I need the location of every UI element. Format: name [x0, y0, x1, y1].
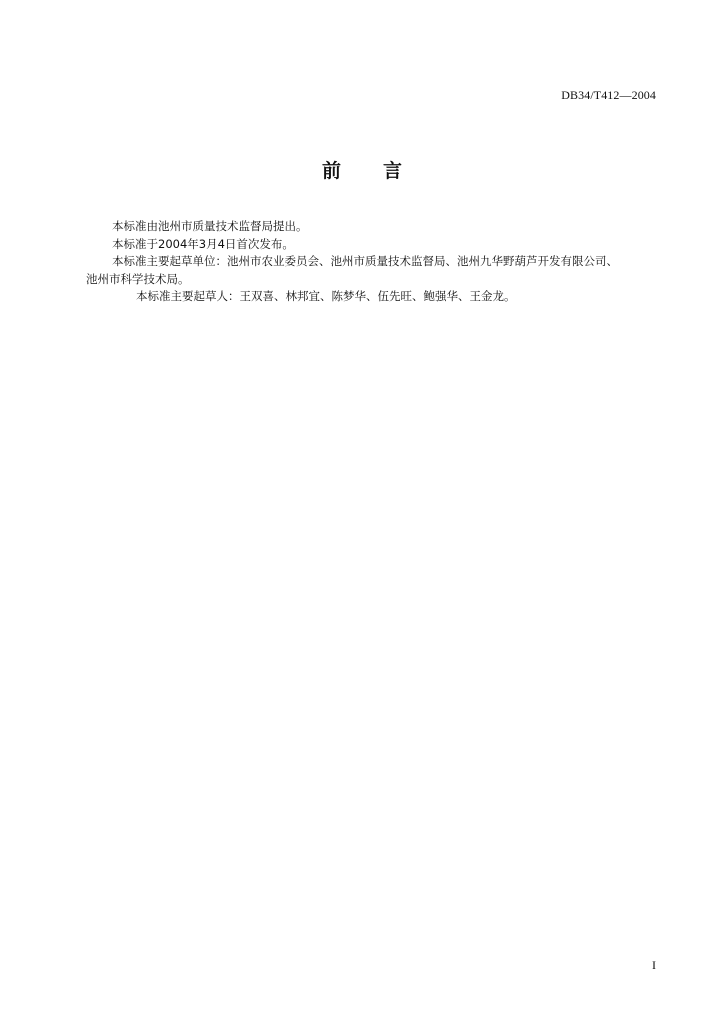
paragraph-drafting-units-cont: 池州市科学技术局。: [86, 271, 190, 286]
title-char-1: 前: [321, 160, 341, 182]
page-number: I: [652, 958, 656, 972]
paragraph-proposer: 本标准由池州市质量技术监督局提出。: [112, 219, 308, 233]
page-title: [0, 156, 724, 183]
title-char-2: 言: [383, 160, 403, 182]
paragraph-release-date: 本标准于2004年3月4日首次发布。: [112, 236, 294, 251]
paragraph-drafting-units: 本标准主要起草单位：池州市农业委员会、池州市质量技术监督局、池州九华野葫芦开发有限公司、: [112, 254, 618, 268]
standard-code: DB34/T412—2004: [561, 88, 656, 102]
foreword-body: [86, 218, 670, 306]
paragraph-drafters: 本标准主要起草人：王双喜、林邦宜、陈梦华、伍先旺、鲍强华、王金龙。: [136, 289, 516, 303]
